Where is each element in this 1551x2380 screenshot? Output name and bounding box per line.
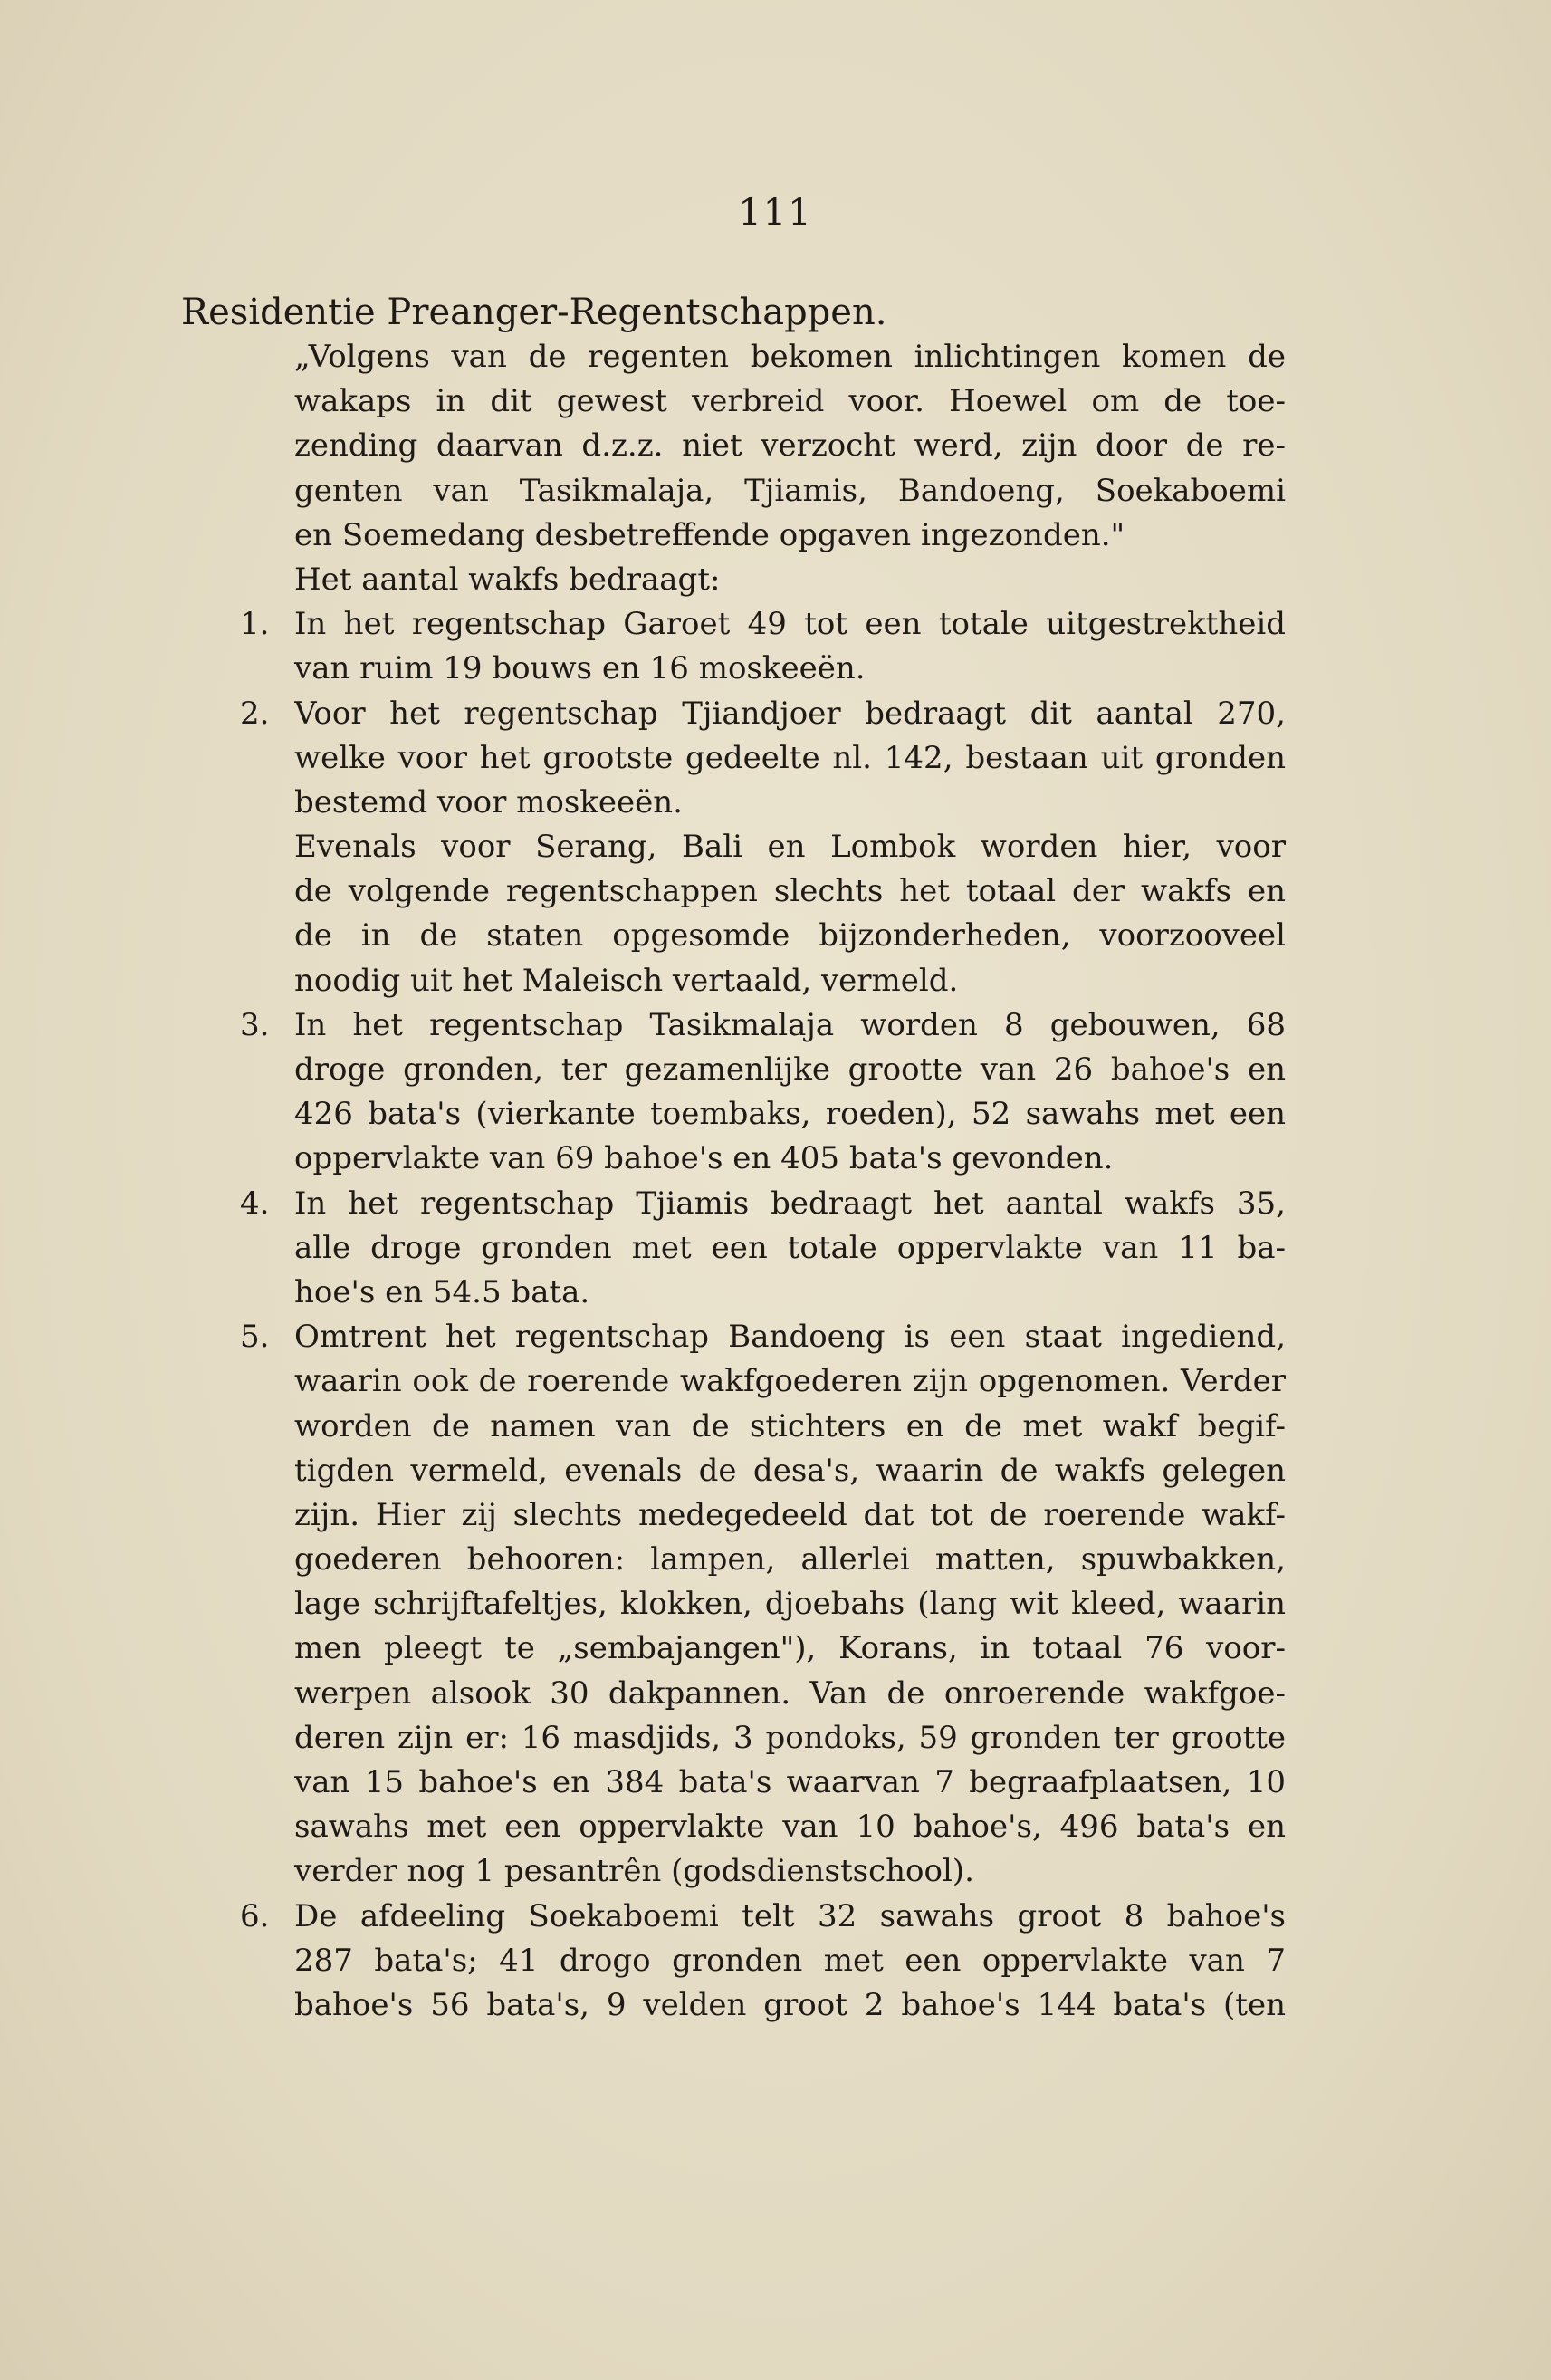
text-line: tigden vermeld, evenals de desa's, waarin de wakfs gelegen [294,1452,1286,1489]
text-line: genten van Tasikmalaja, Tjiamis, Bandoeng, Soekaboemi [294,472,1286,509]
text-line: van 15 bahoe's en 384 bata's waarvan 7 begraafplaatsen, 10 [294,1764,1286,1800]
text-line: men pleegt te „sembajangen"), Korans, in totaal 76 voor- [294,1630,1286,1667]
text-line: verder nog 1 pesantrên (godsdienstschool). [294,1853,974,1890]
item-number: 4. [240,1185,270,1222]
text-line: waarin ook de roerende wakfgoederen zijn opgenomen. Verder [294,1363,1286,1400]
list-item [240,602,1286,691]
text-line: welke voor het grootste gedeelte nl. 142, bestaan uit gronden [294,739,1286,776]
text-line: 426 bata's (vierkante toembaks, roeden), 52 sawahs met een [294,1096,1286,1133]
list-item [240,1315,1286,1894]
text-line: In het regentschap Tasikmalaja worden 8 gebouwen, 68 [294,1006,1286,1043]
item-number: 3. [240,1006,270,1043]
list-item [240,692,1286,1003]
text-line: De afdeeling Soekaboemi telt 32 sawahs groot 8 bahoe's [294,1897,1286,1934]
text-line: de in de staten opgesomde bijzonderheden, voorzooveel [294,917,1286,955]
body-text [240,335,1286,2028]
text-line: bestemd voor moskeeën. [294,783,683,821]
list-item [240,1895,1286,2029]
text-line: Omtrent het regentschap Bandoeng is een staat ingediend, [294,1319,1286,1356]
text-line: lage schrijftafeltjes, klokken, djoebahs (lang wit kleed, waarin [294,1586,1286,1623]
text-line: bahoe's 56 bata's, 9 velden groot 2 bahoe's 144 bata's (ten [294,1986,1286,2023]
text-line: zending daarvan d.z.z. niet verzocht werd, zijn door de re- [294,427,1286,465]
text-line: oppervlakte van 69 bahoe's en 405 bata's gevonden. [294,1140,1114,1177]
text-line: alle droge gronden met een totale oppervlakte van 11 ba- [294,1229,1286,1266]
list-item [240,1003,1286,1182]
text-line: „Volgens van de regenten bekomen inlichtingen komen de [294,339,1286,375]
text-line: hoe's en 54.5 bata. [294,1273,590,1310]
text-line: In het regentschap Tjiamis bedraagt het aantal wakfs 35, [294,1185,1286,1222]
text-line: deren zijn er: 16 masdjids, 3 pondoks, 59 gronden ter grootte [294,1719,1286,1756]
text-line: noodig uit het Maleisch vertaald, vermeld. [294,962,959,999]
text-line: droge gronden, ter gezamenlijke grootte van 26 bahoe's en [294,1051,1286,1088]
text-line: van ruim 19 bouws en 16 moskeeën. [294,650,866,687]
text-line: 287 bata's; 41 drogo gronden met een oppervlakte van 7 [294,1942,1286,1979]
section-heading: Residentie Preanger-Regentschappen. [181,292,887,333]
text-line: In het regentschap Garoet 49 tot een totale uitgestrektheid [294,606,1286,643]
text-line: wakaps in dit gewest verbreid voor. Hoewel om de toe- [294,383,1286,420]
text-line: Evenals voor Serang, Bali en Lombok worden hier, voor [294,829,1286,866]
text-line: en Soemedang desbetreffende opgaven ingezonden." [294,516,1125,553]
text-line: sawahs met een oppervlakte van 10 bahoe's, 496 bata's en [294,1809,1286,1846]
text-line: worden de namen van de stichters en de met wakf begif- [294,1407,1286,1444]
text-line: zijn. Hier zij slechts medegedeeld dat tot de roerende wakf- [294,1496,1286,1533]
item-number: 6. [240,1897,270,1934]
text-line: de volgende regentschappen slechts het totaal der wakfs en [294,873,1286,910]
text-line: Het aantal wakfs bedraagt: [294,561,721,598]
text-line: Voor het regentschap Tjiandjoer bedraagt dit aantal 270, [294,695,1286,732]
item-number: 2. [240,695,270,732]
intro-paragraph [294,335,1286,602]
item-number: 1. [240,606,270,643]
list-item [240,1182,1286,1316]
text-line: goederen behooren: lampen, allerlei matten, spuwbakken, [294,1541,1286,1579]
text-line: werpen alsook 30 dakpannen. Van de onroerende wakfgoe- [294,1675,1286,1712]
item-number: 5. [240,1319,270,1356]
page-number: 111 [738,192,813,234]
